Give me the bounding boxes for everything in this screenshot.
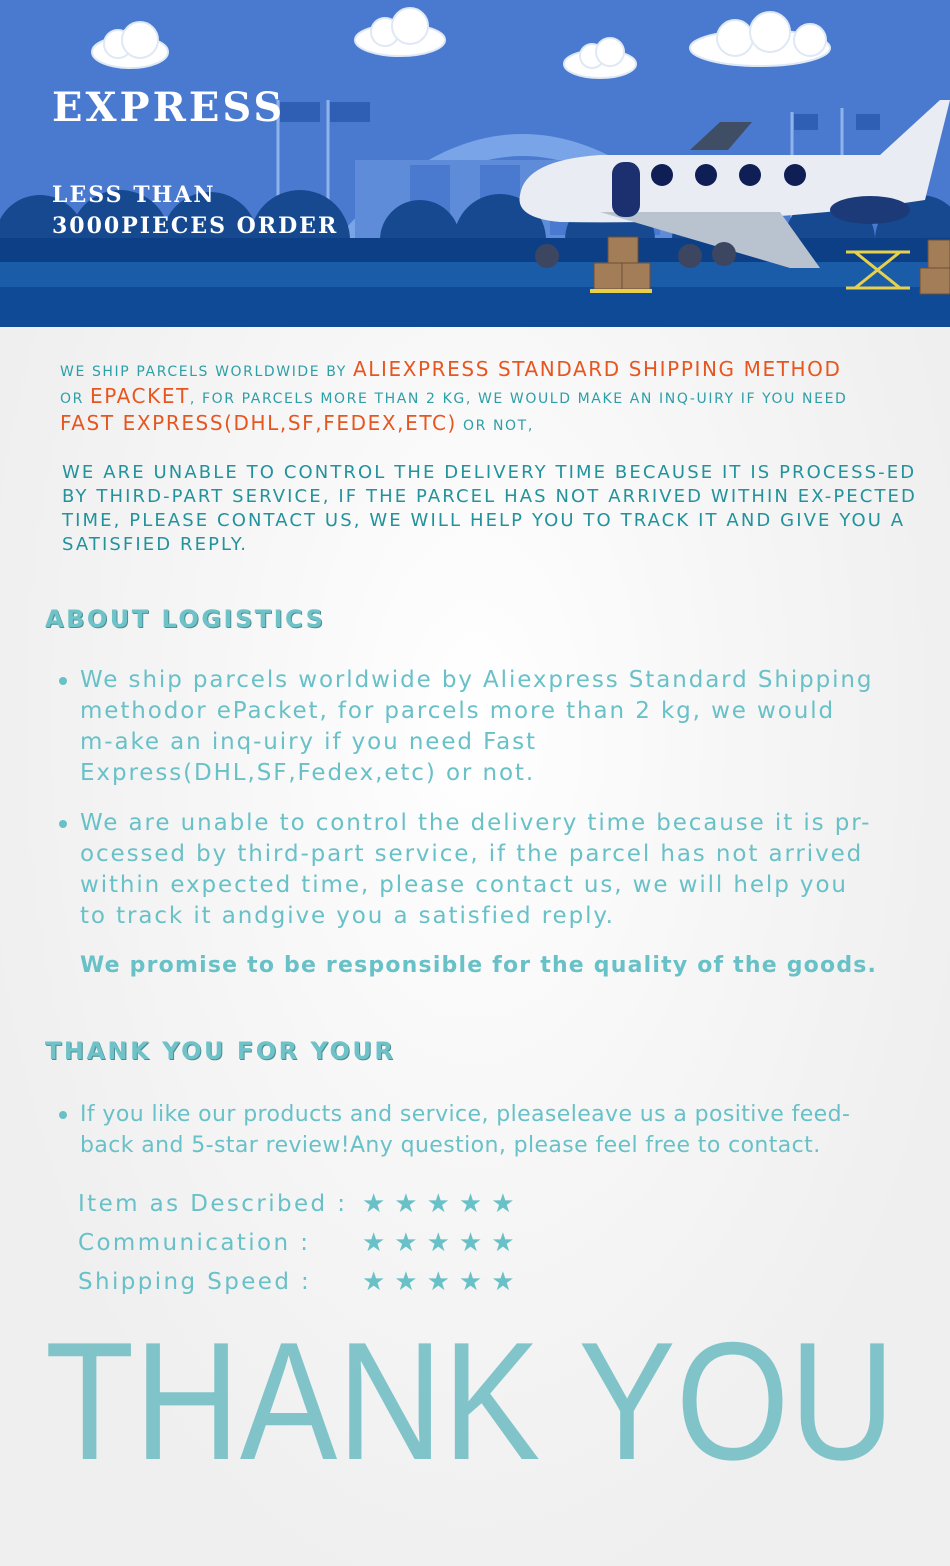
about-logistics-list <box>58 665 878 951</box>
rating-row-communication <box>78 1223 678 1262</box>
about-logistics-title: ABOUT LOGISTICS <box>45 605 326 633</box>
list-item: We are unable to control the delivery time because it is pr-ocessed by third-part service, if the parcel has not arrived within expected time, please contact us, we will help you to track it andgive you a satisfied reply. <box>58 808 878 932</box>
banner-title: EXPRESS <box>52 84 286 131</box>
big-thank-you <box>0 1317 950 1477</box>
rating-label: Communication : <box>78 1229 311 1256</box>
epacket-highlight: EPACKET <box>90 384 190 408</box>
star-rating: ★★★★★ <box>362 1266 524 1297</box>
shipping-notice-text: OR NOT, <box>456 418 534 434</box>
quality-promise: We promise to be responsible for the quality of the goods. <box>80 953 878 978</box>
star-rating: ★★★★★ <box>362 1188 524 1219</box>
star-rating: ★★★★★ <box>362 1227 524 1258</box>
express-banner <box>0 0 950 327</box>
feedback-list <box>58 1099 878 1161</box>
content-area <box>0 327 950 1566</box>
shipping-notice-text: WE SHIP PARCELS WORLDWIDE BY <box>60 364 353 380</box>
delivery-notice: WE ARE UNABLE TO CONTROL THE DELIVERY TIME BECAUSE IT IS PROCESS-ED BY THIRD-PART SERVICE, IF THE PARCEL HAS NOT ARRIVED WITHIN EX-PECTED TIME, PLEASE CONTACT US, WE WILL HELP YOU TO TRACK IT AND GIVE YOU A SATISFIED REPLY. <box>62 462 917 555</box>
rating-label: Item as Described : <box>78 1190 348 1217</box>
fast-express-highlight: FAST EXPRESS(DHL,SF,FEDEX,ETC) <box>60 411 457 435</box>
thank-you-title: THANK YOU FOR YOUR <box>45 1037 396 1065</box>
big-thank-you-text: THANK YOU <box>45 1317 895 1477</box>
airport-illustration <box>0 0 950 327</box>
rating-row-shipping-speed <box>78 1262 678 1301</box>
rating-label: Shipping Speed : <box>78 1268 312 1295</box>
banner-subtitle-line1: LESS THAN <box>52 182 216 208</box>
list-item: If you like our products and service, pleaseleave us a positive feed-back and 5-star review!Any question, please feel free to contact. <box>58 1099 878 1161</box>
rating-row-item-described <box>78 1184 678 1223</box>
list-item: We ship parcels worldwide by Aliexpress Standard Shipping methodor ePacket, for parcels more than 2 kg, we would m-ake an inq-uiry if you need Fast Express(DHL,SF,Fedex,etc) or not. <box>58 665 878 789</box>
shipping-method-highlight: ALIEXPRESS STANDARD SHIPPING METHOD <box>352 357 842 381</box>
shipping-notice-text: , FOR PARCELS MORE THAN 2 KG, WE WOULD MAKE AN INQ-UIRY IF YOU NEED <box>189 391 848 407</box>
shipping-notice-text: OR <box>60 391 90 407</box>
banner-subtitle <box>52 180 338 242</box>
shipping-notice <box>60 357 920 438</box>
ratings-table <box>78 1184 678 1301</box>
banner-subtitle-line2: 3000PIECES ORDER <box>52 213 339 239</box>
